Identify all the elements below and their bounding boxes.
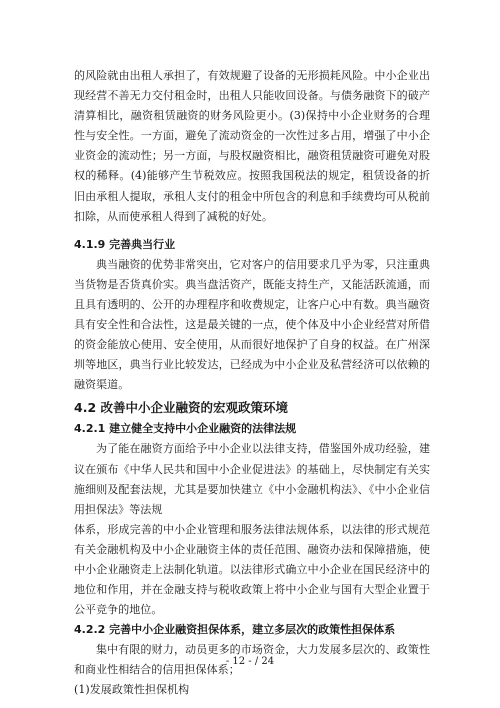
heading-4-1-9: 4.1.9 完善典当行业 [74,237,176,251]
paragraph-leasing-risk: 的风险就由出租人承担了，有效规避了设备的无形损耗风险。中小企业出现经营不善无力交付租金时，出租人只能收回设备。与债务融资下的破产清算相比，融资租赁融资的财务风险更小。(3)保持中小企业财务的合理性与安全性。一方面，避免了流动资金的一次性过多占用，增强了中小企业资金的流动性；另一方面，与股权融资相比，融资租赁融资可避免对股权的稀释。(4)能够产生节税效应。按照我国税法的规定，租赁设备的折旧由承租人提取，承租人支付的租金中所包含的利息和手续费均可从税前扣除，从而使承租人得到了减税的好处。 [74,69,430,223]
paragraph-legal-system: 体系，形成完善的中小企业管理和服务法律法规体系，以法律的形式规范有关金融机构及中小企业融资主体的责任范围、融资办法和保障措施，使中小企业融资走上法制化轨道。以法律形式确立中小企业在国民经济中的地位和作用，并在金融支持与税收政策上将中小企业与国有大型企业置于公平竞争的地位。 [74,522,430,617]
paragraph-pawn-financing: 典当融资的优势非常突出，它对客户的信用要求几乎为零，只注重典当货物是否货真价实。典当盘活资产，既能支持生产，又能活跃流通，而且具有透明的、公开的办理程序和收费规定，让客户心中有数。典当融资具有安全性和合法性，这是最关键的一点，使个体及中小企业经营对所借的资金能放心使用、安全使用，从而很好地保护了自身的权益。在广州深圳等地区，典当行业比较发达，已经成为中小企业及私营经济可以依赖的融资渠道。 [74,257,430,392]
heading-4-2-1: 4.2.1 建立健全支持中小企业融资的法律法规 [74,422,297,436]
paragraph-legal-support: 为了能在融资方面给予中小企业以法律支持，借鉴国外成功经验，建议在颁布《中华人民共和国中小企业促进法》的基础上，尽快制定有关实施细则及配套法规，尤其是要加快建立《中小金融机构法》、《中小企业信用担保法》等法规 [74,442,430,516]
paragraph-guarantee-system: 集中有限的财力，动员更多的市场资金，大力发展多层次的、政策性和商业性相结合的信用担保体系； [74,643,430,677]
document-page [74,66,430,701]
heading-4-2-2: 4.2.2 完善中小企业融资担保体系，建立多层次的政策性担保体系 [74,623,396,637]
heading-4-2: 4.2 改善中小企业融资的宏观政策环境 [74,400,288,416]
page-number: - 12 - / 24 [225,656,275,667]
paragraph-policy-guarantee: (1)发展政策性担保机构 [74,683,190,697]
